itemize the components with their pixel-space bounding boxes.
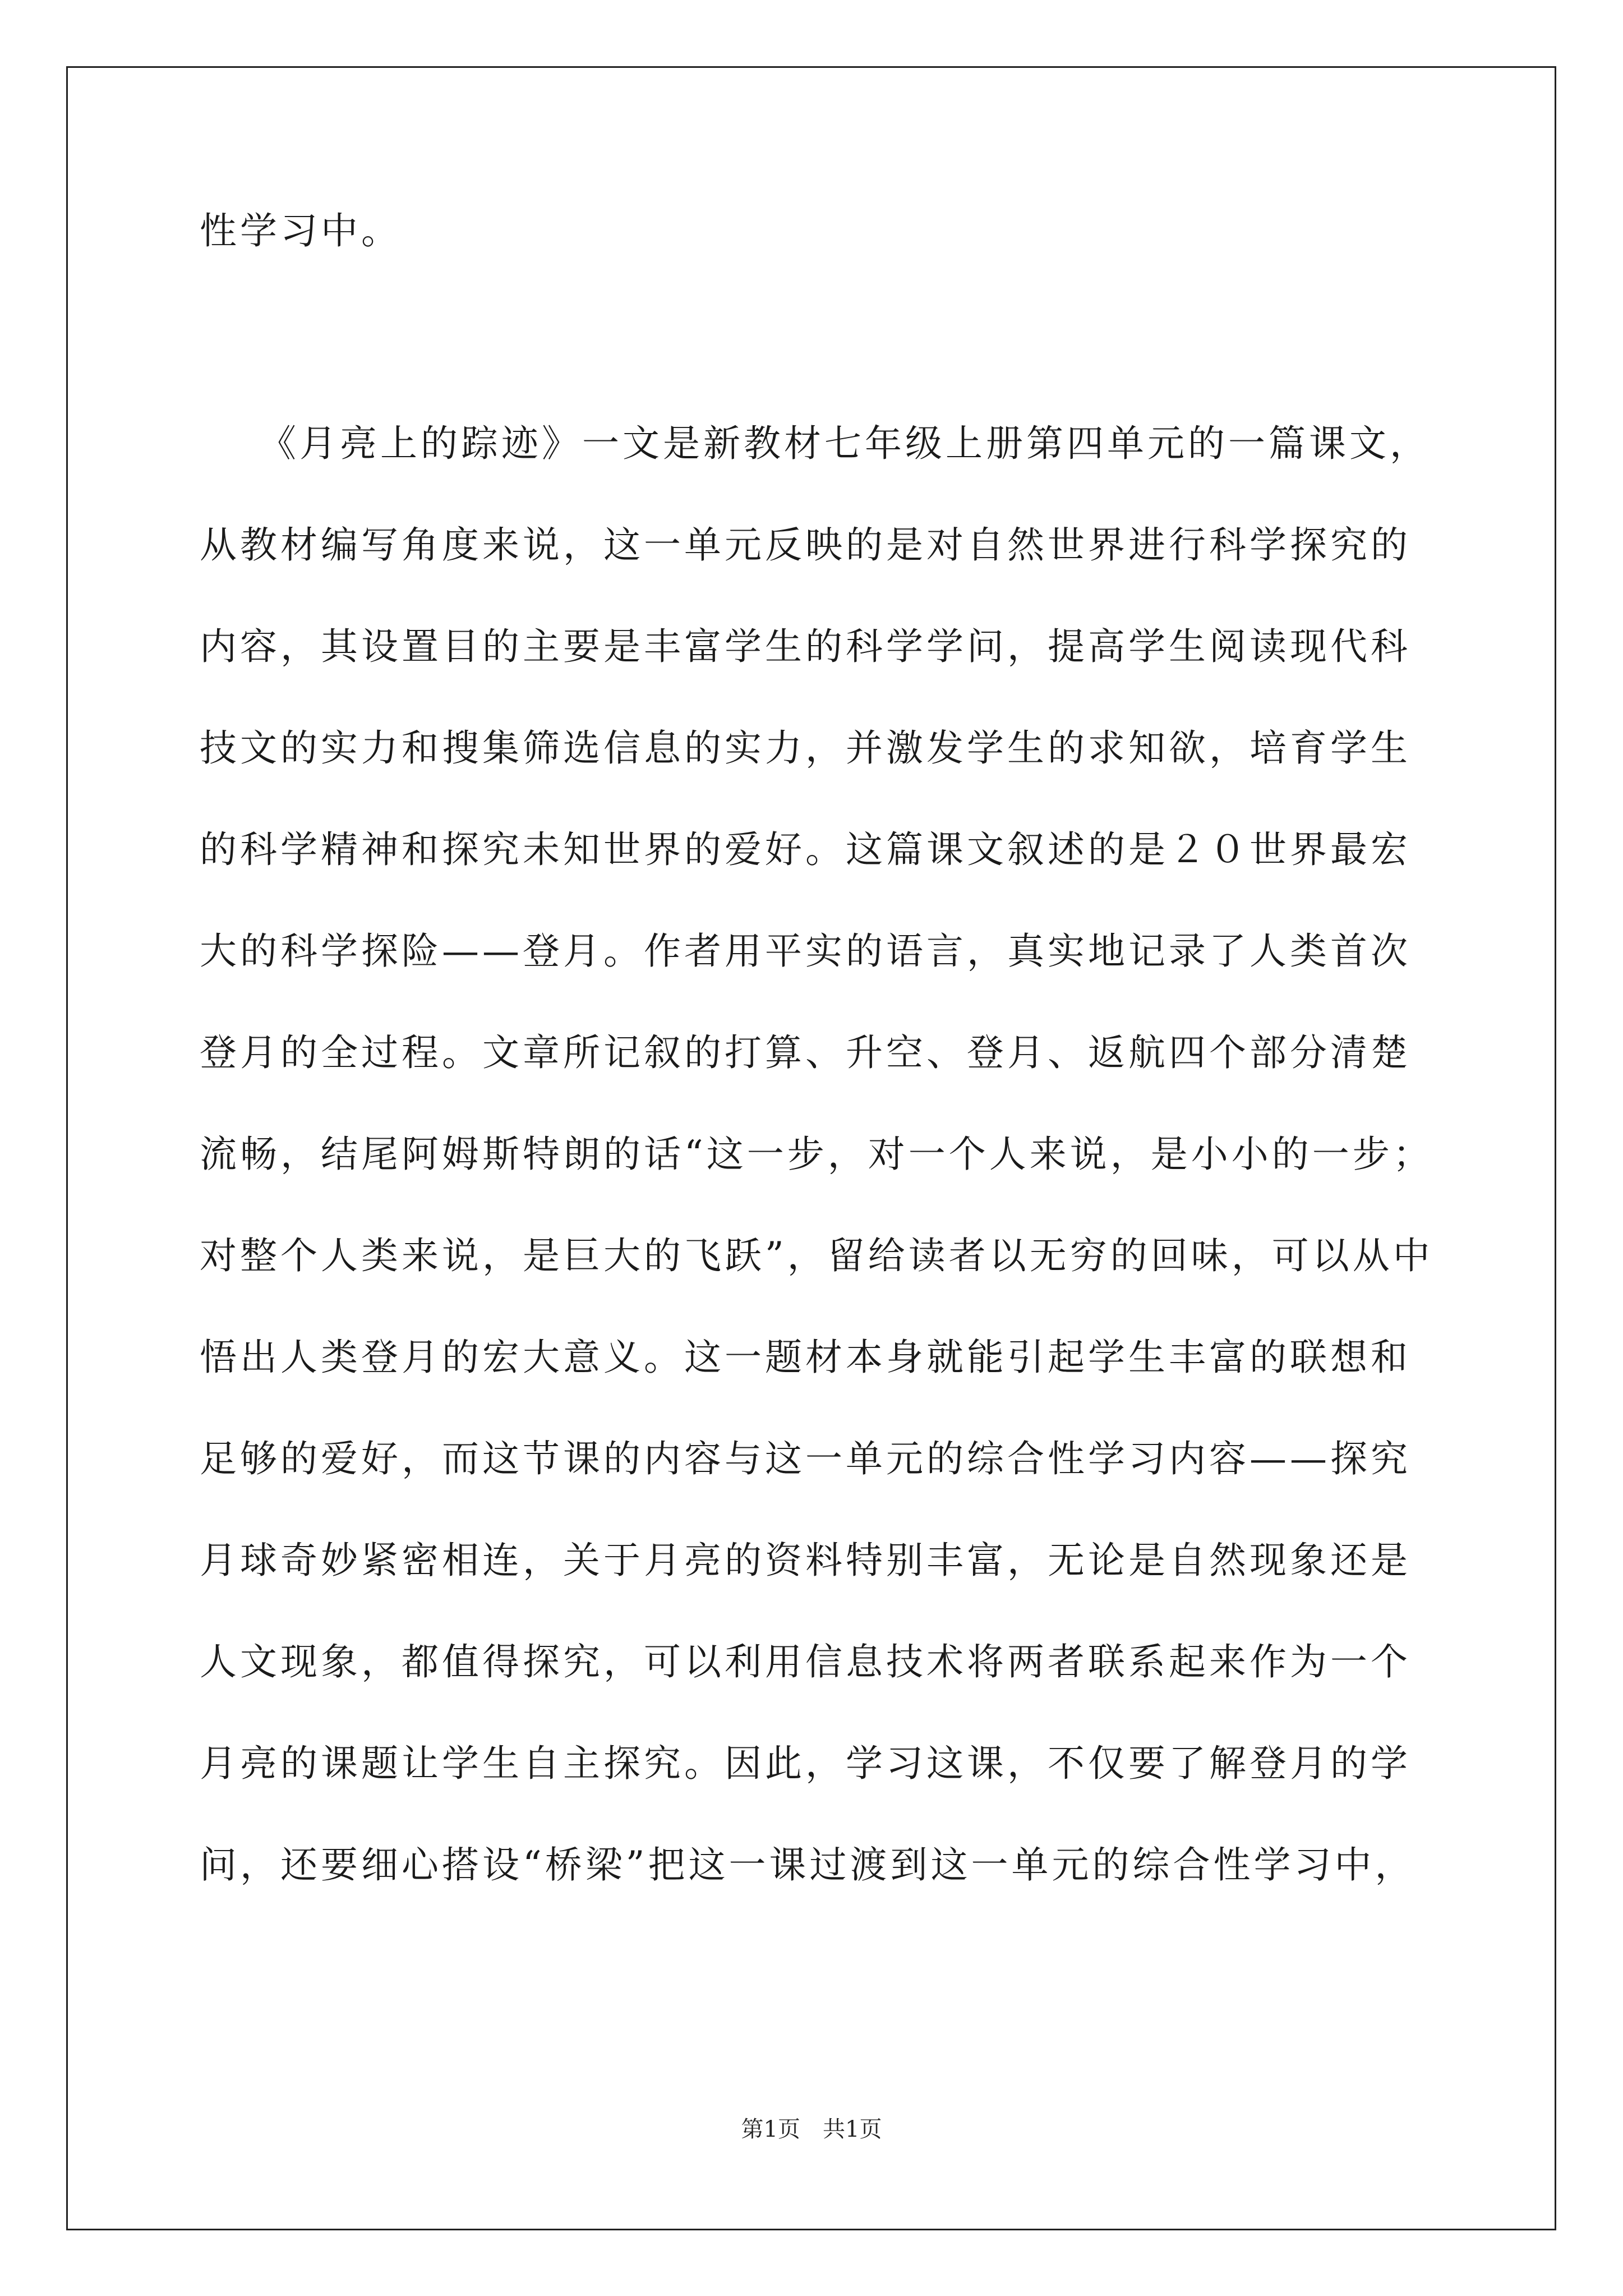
text-line: 从教材编写角度来说，这一单元反映的是对自然世界进行科学探究的: [200, 523, 1411, 567]
text-line: 大的科学探险——登月。作者用平实的语言，真实地记录了人类首次: [200, 930, 1411, 973]
text-line: 的科学精神和探究未知世界的爱好。这篇课文叙述的是２０世界最宏: [200, 828, 1411, 871]
text-line: 问，还要细心搭设“桥梁”把这一课过渡到这一单元的综合性学习中，: [200, 1843, 1415, 1887]
text-line: 悟出人类登月的宏大意义。这一题材本身就能引起学生丰富的联想和: [200, 1336, 1411, 1379]
page-footer: 第1页 共1页: [741, 2116, 882, 2142]
text-line: 对整个人类来说，是巨大的飞跃”，留给读者以无穷的回味，可以从中: [200, 1234, 1433, 1277]
text-line: 流畅，结尾阿姆斯特朗的话“这一步，对一个人来说，是小小的一步；: [200, 1133, 1433, 1176]
text-line: 人文现象，都值得探究，可以利用信息技术将两者联系起来作为一个: [200, 1640, 1411, 1683]
paragraph-first-line: 《月亮上的踪迹》一文是新教材七年级上册第四单元的一篇课文，: [259, 422, 1430, 465]
text-line: 足够的爱好，而这节课的内容与这一单元的综合性学习内容——探究: [200, 1437, 1411, 1480]
text-line: 月亮的课题让学生自主探究。因此，学习这课，不仅要了解登月的学: [200, 1742, 1411, 1785]
text-line: 内容，其设置目的主要是丰富学生的科学学问，提高学生阅读现代科: [200, 625, 1411, 668]
text-line: 技文的实力和搜集筛选信息的实力，并激发学生的求知欲，培育学生: [200, 726, 1411, 770]
text-line: 登月的全过程。文章所记叙的打算、升空、登月、返航四个部分清楚: [200, 1031, 1411, 1074]
text-line: 月球奇妙紧密相连，关于月亮的资料特别丰富，无论是自然现象还是: [200, 1539, 1411, 1582]
text-line: 性学习中。: [200, 209, 402, 252]
